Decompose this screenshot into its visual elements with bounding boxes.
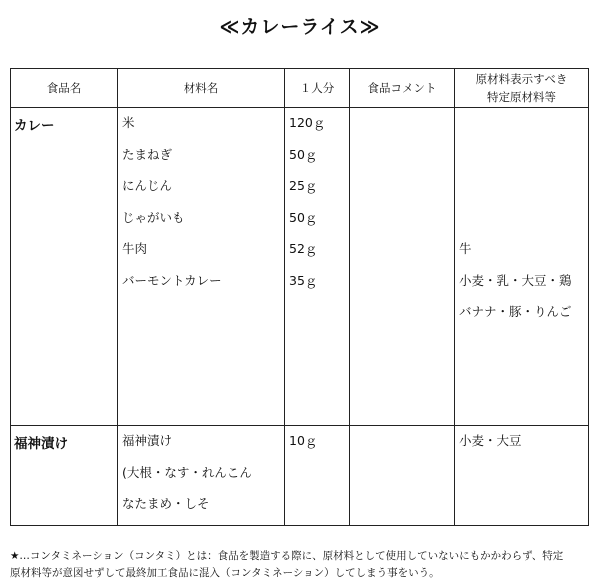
table-row xyxy=(11,108,589,426)
amount-value: 120ｇ xyxy=(289,115,326,130)
footnote-line1: ★…コンタミネーション（コンタミ）とは：食品を製造する際に、原材料として使用していないにもかかわらず、特定 xyxy=(10,550,564,562)
page-title: ≪カレーライス≫ xyxy=(219,16,381,38)
allergen-item: 牛 xyxy=(459,241,472,256)
amount-cell xyxy=(285,426,350,526)
ingredient-item: 牛肉 xyxy=(122,241,148,256)
allergen-item xyxy=(455,112,588,144)
ingredient-item: バーモントカレー xyxy=(122,272,222,288)
allergen-item xyxy=(455,144,588,176)
header-allergen-line2: 特定原材料等 xyxy=(487,90,556,104)
table-row xyxy=(11,426,589,526)
table-header-row xyxy=(11,69,589,108)
ingredient-item: 米 xyxy=(122,115,135,130)
amount-value: 10ｇ xyxy=(289,433,318,448)
allergen-item: バナナ・豚・りんご xyxy=(459,304,572,319)
allergen-cell xyxy=(455,426,589,526)
ingredient-cell xyxy=(118,426,285,526)
ingredient-item: 福神漬け xyxy=(122,433,173,448)
amount-cell xyxy=(285,108,350,426)
allergen-item: 小麦・大豆 xyxy=(459,433,522,448)
header-food-name: 食品名 xyxy=(11,69,118,108)
ingredient-item: にんじん xyxy=(122,178,173,193)
ingredient-item: たまねぎ xyxy=(122,146,173,162)
amount-value: 52ｇ xyxy=(289,241,318,256)
header-allergen xyxy=(455,69,589,108)
dish-name: カレー xyxy=(11,108,118,426)
amount-value: 25ｇ xyxy=(289,178,318,193)
footnote xyxy=(10,548,595,582)
header-ingredient: 材料名 xyxy=(118,69,285,108)
amount-value: 50ｇ xyxy=(289,209,318,225)
header-allergen-line1: 原材料表示すべき xyxy=(475,72,568,86)
header-food-comment: 食品コメント xyxy=(350,69,455,108)
allergen-table xyxy=(10,68,589,526)
footnote-line2: 原材料等が意図せずして最終加工食品に混入（コンタミネーション）してしまう事をいう。 xyxy=(10,567,440,579)
ingredient-item: (大根・なす・れんこん xyxy=(122,464,252,480)
comment-cell xyxy=(350,426,455,526)
amount-value: 50ｇ xyxy=(289,146,318,162)
allergen-cell xyxy=(455,108,589,426)
ingredient-item: なたまめ・しそ xyxy=(122,496,210,511)
allergen-item xyxy=(455,175,588,207)
allergen-item xyxy=(455,207,588,239)
dish-name: 福神漬け xyxy=(11,426,118,526)
allergen-item: 小麦・乳・大豆・鶏 xyxy=(459,272,572,288)
amount-value: 35ｇ xyxy=(289,272,318,288)
ingredient-item: じゃがいも xyxy=(122,209,185,225)
comment-cell xyxy=(350,108,455,426)
header-per-person: １人分 xyxy=(285,69,350,108)
ingredient-cell xyxy=(118,108,285,426)
